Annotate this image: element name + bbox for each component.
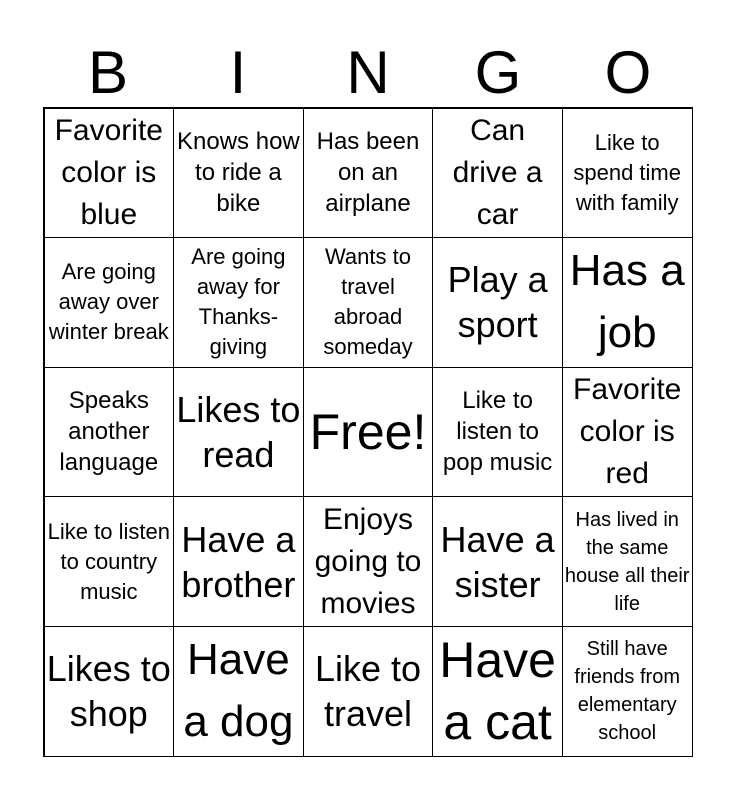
cell-text: Have a cat [439, 632, 556, 751]
bingo-cell[interactable] [562, 626, 693, 757]
bingo-cell[interactable] [303, 108, 434, 239]
bingo-cell[interactable] [562, 496, 693, 627]
cell-text: Like to travel [314, 648, 422, 735]
bingo-cell[interactable] [562, 367, 693, 498]
bingo-cell[interactable] [44, 626, 175, 757]
cell-text: Favorite color is blue [54, 113, 163, 231]
cell-text: Has a job [569, 246, 685, 358]
bingo-header [43, 40, 693, 106]
bingo-cell[interactable] [44, 108, 175, 239]
bingo-card [43, 107, 693, 757]
bingo-cell[interactable] [432, 496, 563, 627]
cell-text: Free! [309, 403, 427, 460]
bingo-cell[interactable] [432, 367, 563, 498]
bingo-cell[interactable] [303, 626, 434, 757]
cell-text: Has been on an airplane [316, 128, 420, 218]
bingo-cell[interactable] [44, 496, 175, 627]
cell-text: Likes to shop [46, 648, 171, 735]
header-letter-o: O [604, 39, 652, 106]
cell-text: Likes to read [176, 388, 301, 475]
header-letter-b: B [87, 39, 129, 106]
bingo-cell[interactable] [303, 237, 434, 368]
cell-text: Can drive a car [452, 113, 543, 231]
bingo-cell[interactable] [432, 108, 563, 239]
cell-text: Speaks another language [59, 387, 159, 477]
bingo-cell[interactable] [562, 108, 693, 239]
cell-text: Have a sister [440, 518, 555, 605]
cell-text: Like to spend time with family [573, 129, 681, 215]
cell-text: Have a dog [183, 635, 294, 747]
cell-text: Like to listen to country music [47, 518, 170, 604]
bingo-cell[interactable] [173, 367, 304, 498]
bingo-cell[interactable] [44, 237, 175, 368]
cell-text: Have a brother [181, 518, 296, 605]
bingo-cell[interactable] [173, 626, 304, 757]
cell-text: Play a sport [447, 259, 548, 346]
cell-text: Are going away over winter break [48, 259, 169, 345]
cell-text: Favorite color is red [573, 372, 682, 490]
header-letter-n: N [346, 39, 390, 106]
bingo-cell[interactable] [44, 367, 175, 498]
bingo-cell[interactable] [303, 496, 434, 627]
cell-text: Still have friends from elementary school [574, 638, 680, 745]
cell-text: Are going away for Thanks-giving [191, 244, 286, 360]
bingo-cell[interactable] [173, 108, 304, 239]
bingo-cell[interactable] [432, 237, 563, 368]
cell-text: Knows how to ride a bike [177, 128, 300, 218]
bingo-cell[interactable] [432, 626, 563, 757]
bingo-cell[interactable] [562, 237, 693, 368]
free-space[interactable] [303, 367, 434, 498]
cell-text: Like to listen to pop music [442, 387, 553, 477]
bingo-cell[interactable] [173, 496, 304, 627]
cell-text: Enjoys going to movies [314, 502, 422, 620]
header-letter-g: G [474, 39, 522, 106]
cell-text: Has lived in the same house all their life [564, 508, 690, 615]
header-letter-i: I [229, 39, 247, 106]
cell-text: Wants to travel abroad someday [323, 244, 413, 360]
bingo-cell[interactable] [173, 237, 304, 368]
